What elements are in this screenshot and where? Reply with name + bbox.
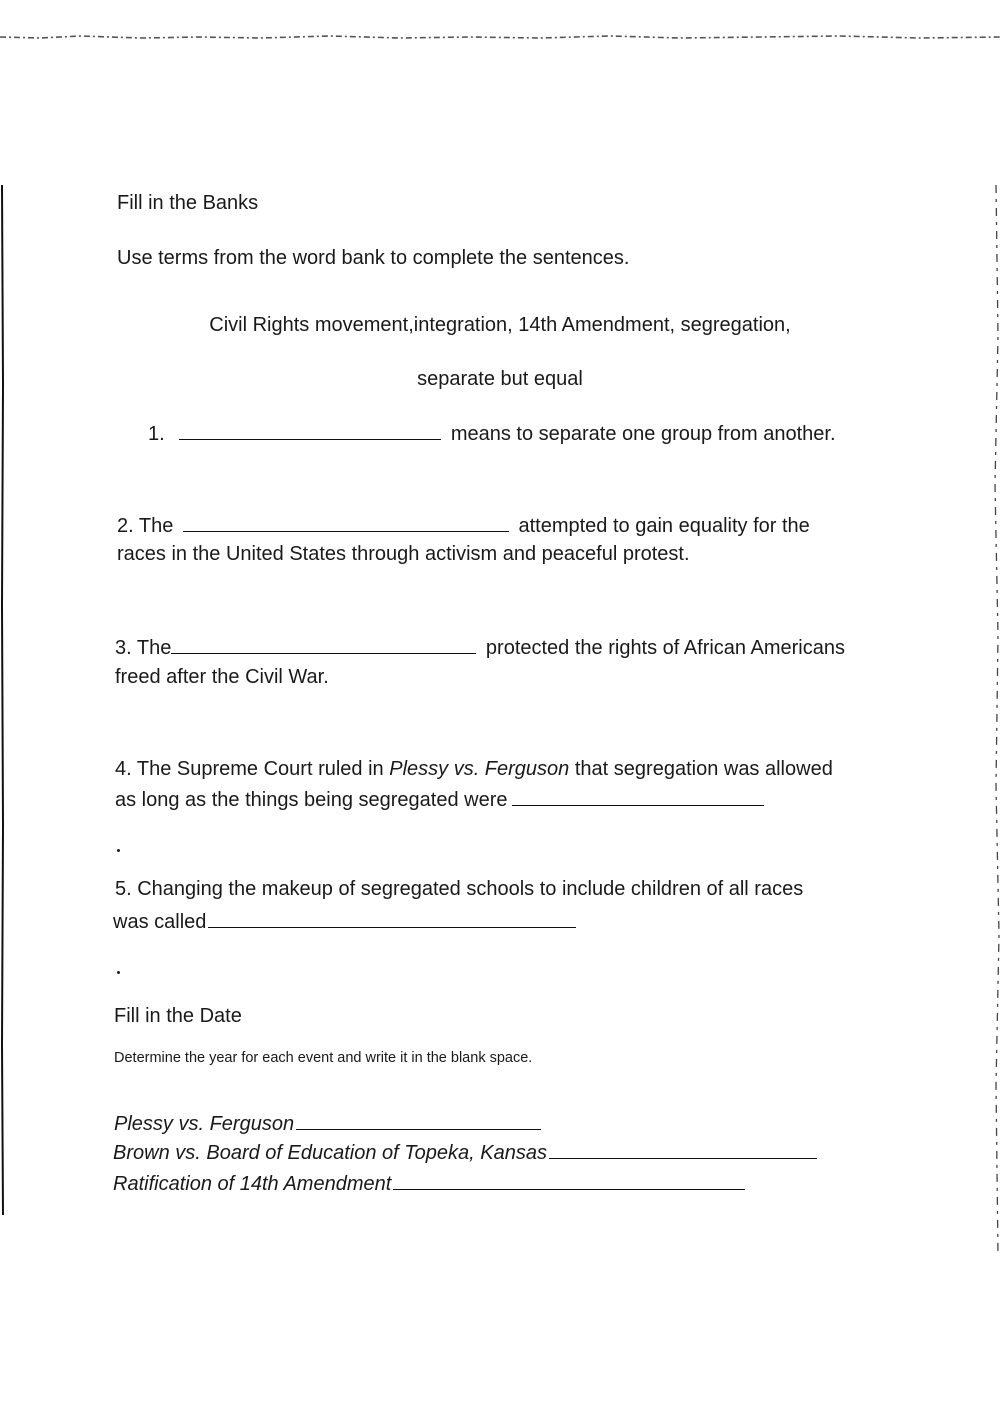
question-1 (148, 421, 836, 446)
question-5-blank[interactable] (208, 909, 576, 928)
word-bank-line-2: separate but equal (417, 368, 583, 390)
question-5-line-2 (113, 909, 576, 934)
scan-edge-top (0, 34, 1000, 40)
question-4-before: 4. The Supreme Court ruled in (115, 758, 384, 780)
section-instructions: Use terms from the word bank to complete the sentences. (117, 247, 630, 269)
question-4-after: that segregation was allowed (574, 758, 833, 780)
event-plessy-blank[interactable] (296, 1111, 541, 1130)
event-brown-blank[interactable] (549, 1140, 817, 1159)
question-3-line-1 (115, 635, 845, 660)
event-14th-amendment-blank[interactable] (393, 1171, 745, 1190)
question-3-after: protected the rights of African Americans (485, 637, 845, 659)
stray-period-2 (117, 971, 120, 974)
question-2-line-2: races in the United States through activism and peaceful protest. (117, 543, 690, 565)
question-3-blank[interactable] (171, 635, 476, 654)
question-2-before: 2. The (117, 515, 174, 537)
scan-edge-left (0, 185, 6, 1215)
section-title-fill-in-banks: Fill in the Banks (117, 192, 259, 214)
question-2-after: attempted to gain equality for the (518, 515, 810, 537)
event-brown (113, 1140, 817, 1165)
question-4-line-1 (115, 757, 833, 781)
question-4-line-2-text: as long as the things being segregated were (115, 789, 508, 811)
question-2-blank[interactable] (183, 513, 509, 532)
question-4-blank[interactable] (512, 787, 764, 806)
question-5-line-2-text: was called (113, 911, 207, 933)
event-14th-amendment-label: Ratification of 14th Amendment (113, 1173, 392, 1195)
question-1-text: means to separate one group from another. (450, 423, 836, 445)
question-5-line-1: 5. Changing the makeup of segregated schools to include children of all races (115, 878, 804, 900)
event-plessy (114, 1111, 541, 1136)
section-title-fill-in-date: Fill in the Date (114, 1005, 242, 1027)
stray-period-1 (117, 849, 120, 852)
question-4-case-name: Plessy vs. Ferguson (389, 758, 570, 780)
section-2-instructions: Determine the year for each event and write it in the blank space. (114, 1050, 533, 1066)
question-3-line-2: freed after the Civil War. (115, 666, 329, 688)
event-plessy-label: Plessy vs. Ferguson (114, 1113, 295, 1135)
word-bank-line-1: Civil Rights movement,integration, 14th Amendment, segregation, (209, 314, 791, 336)
event-brown-label: Brown vs. Board of Education of Topeka, Kansas (113, 1142, 547, 1164)
question-4-line-2 (115, 787, 764, 812)
question-1-number: 1. (148, 423, 165, 445)
scan-edge-right (986, 185, 1000, 1255)
event-14th-amendment (113, 1171, 745, 1196)
question-2-line-1 (117, 513, 810, 538)
question-1-blank[interactable] (179, 421, 441, 440)
question-3-before: 3. The (115, 637, 172, 659)
